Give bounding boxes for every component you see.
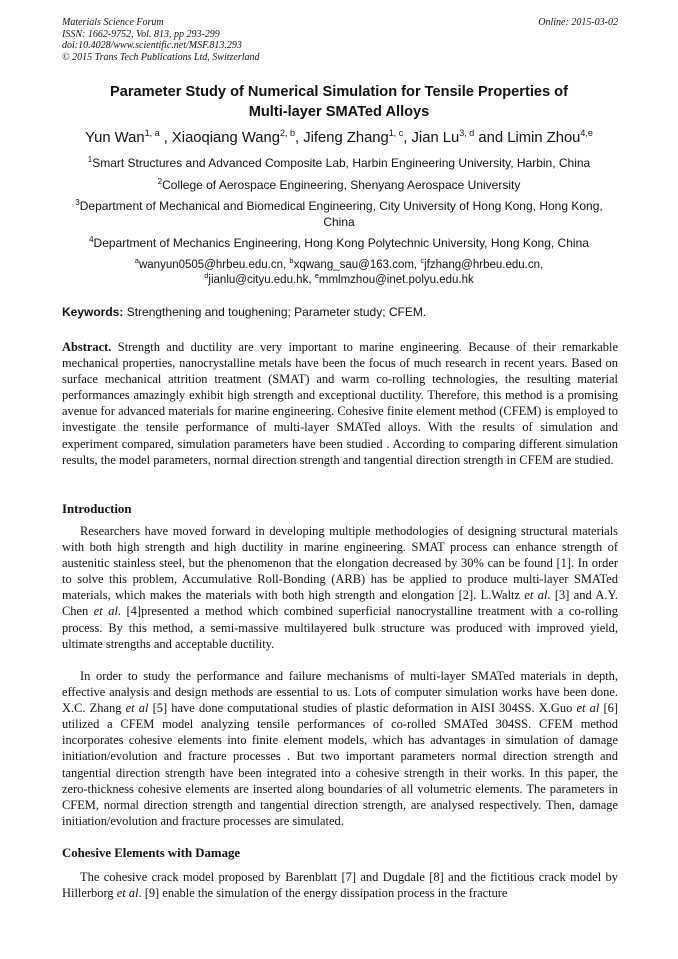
affiliation-4 <box>62 235 616 251</box>
paragraph-text: Researchers have moved forward in developing multiple methodologies of designing structural materials with both high strength and high ductility in marine engineering. SMAT process can enhance strength of austenitic stainless steel, but the phenomenon that the elongation decreased by 30% can be found [1]. In order to solve this problem, Accumulative Roll-Bonding (ARB) has be applied to produce multi-layer SMATed materials, which makes the materials with both high strength and elongation [2]. L.Waltz <box>62 524 618 603</box>
paragraph-italic: et al <box>125 701 149 716</box>
paragraph-text: . [3] and A.Y. Chen <box>62 588 618 619</box>
paragraph-text: . [4]presented a method which combined superficial nanocrystalline treatment with a co-rolling process. By this method, a semi-massive multilayered bulk structure was produced with improved yield, ultimate strengths and acceptable ductility. <box>62 604 618 651</box>
paragraph-text: [6] utilized a CFEM model analyzing tensile performances of co-rolled SMATed 304SS. CFEM method incorporates cohesive elements into finite element models, which has advantages in simulation of damage initiation/evolution and fracture processes . But two important parameters normal direction strength and tangential direction strength have been integrated into a cohesive strength in their works. In this paper, the zero-thickness cohesive elements are inserted along boundaries of all volumetric elements. The parameters in CFEM, normal direction strength and tangential direction strength, are analysed respectively. Then, damage initiation/evolution and fracture processes are simulated. <box>62 701 618 828</box>
author-list: Yun Wan$^{1, a}$ , Xiaoqiang Wang$^{2, b}$, Jifeng Zhang$^{1, c}$, Jian Lu$^{3, d}$ and Limin Zhou$^{4,e}$ <box>85 128 593 146</box>
affiliation-num: 3 <box>75 198 80 207</box>
section-heading-introduction: Introduction <box>62 502 132 516</box>
affiliation-3 <box>62 198 616 230</box>
affiliation-2 <box>62 177 616 193</box>
email-address: jianlu@cityu.edu.hk, <box>208 274 312 286</box>
paragraph-italic: et al <box>93 604 118 619</box>
paragraph-italic: et al <box>576 701 600 716</box>
affiliation-num: 1 <box>87 155 93 164</box>
issn-line: ISSN: 1662-9752, Vol. 813, pp 293-299 <box>62 28 220 40</box>
author-and: and <box>478 130 504 146</box>
author-name: Xiaoqiang Wang <box>171 130 280 146</box>
cohesive-paragraph-1 <box>62 869 618 901</box>
author-name: Yun Wan <box>85 130 145 146</box>
paragraph-text: . [9] enable the simulation of the energy dissipation process in the fracture <box>138 886 508 901</box>
keywords-label: Keywords: <box>62 305 124 319</box>
doi-line: doi:10.4028/www.scientific.net/MSF.813.293 <box>62 40 242 51</box>
affiliation-text: Department of Mechanics Engineering, Hong Kong Polytechnic University, Hong Kong, China <box>93 236 589 250</box>
email-address: xqwang_sau@163.com, <box>293 259 418 271</box>
email-address: mmlmzhou@inet.polyu.edu.hk <box>318 274 474 286</box>
title-line-1: Parameter Study of Numerical Simulation for Tensile Properties of <box>110 84 568 100</box>
paragraph-italic: et al <box>524 588 548 603</box>
affiliation-text: College of Aerospace Engineering, Shenyang Aerospace University <box>162 178 521 192</box>
affiliation-1 <box>62 155 616 171</box>
author-sup: 1, c <box>388 128 404 138</box>
paragraph-text: [5] have done computational studies of plastic deformation in AISI 304SS. X.Guo <box>148 701 577 716</box>
author-name: Jifeng Zhang <box>303 130 389 146</box>
intro-paragraph-2 <box>62 668 618 829</box>
section-heading-cohesive: Cohesive Elements with Damage <box>62 846 241 860</box>
intro-paragraph-1 <box>62 523 618 652</box>
journal-name: Materials Science Forum <box>62 17 164 28</box>
email-sup: c <box>420 256 425 265</box>
abstract <box>62 339 618 468</box>
title-line-2: Multi-layer SMATed Alloys <box>248 104 430 120</box>
affiliation-text: Department of Mechanical and Biomedical Engineering, City University of Hong Kong, Hong Kong, China <box>79 199 603 229</box>
keywords-text: Strengthening and toughening; Parameter study; CFEM. <box>126 305 427 319</box>
email-address: jfzhang@hrbeu.edu.cn, <box>424 259 544 271</box>
email-address: wanyun0505@hrbeu.edu.cn, <box>138 259 287 271</box>
author-name: Limin Zhou <box>507 130 581 146</box>
journal-header <box>62 17 618 63</box>
affiliation-text: Smart Structures and Advanced Composite Lab, Harbin Engineering University, Harbin, China <box>92 156 591 170</box>
email-sup: b <box>289 256 294 265</box>
paragraph-italic: et al <box>116 886 139 901</box>
author-sup: 3, d <box>459 128 475 138</box>
abstract-text: Strength and ductility are very important to marine engineering. Because of their remarkable mechanical properties, nanocrystalline metals have been the focus of much research in recent years. Based on surface mechanical attrition treatment (SMAT) and warm co-rolling technologies, the resulting material performances amazingly exhibit high strength and exceptional ductility. Therefore, this method is a promising avenue for advanced materials for marine engineering. Cohesive finite element method (CFEM) is employed to investigate the tensile performance of multi-layer SMATed alloys. With the results of simulation and experiment compared, simulation parameters have been studied . According to comparing different simulation results, the model parameters, normal direction strength and tangential direction strength in CFEM are studied. <box>62 340 618 467</box>
paragraph-text: In order to study the performance and failure mechanisms of multi-layer SMATed materials in depth, effective analysis and design methods are essential to us. Lots of computer simulation works have been done. X.C. Zhang <box>62 669 618 716</box>
affiliation-num: 2 <box>157 177 163 186</box>
email-sup: a <box>134 256 139 265</box>
keywords <box>62 304 618 320</box>
email-sup: d <box>204 271 209 280</box>
affiliation-num: 4 <box>89 235 94 244</box>
paper-title <box>62 82 616 122</box>
online-date: Online: 2015-03-02 <box>538 17 618 28</box>
copyright-line: © 2015 Trans Tech Publications Ltd, Switzerland <box>62 51 260 63</box>
email-list <box>62 258 616 288</box>
paragraph-text: The cohesive crack model proposed by Barenblatt [7] and Dugdale [8] and the fictitious crack model by Hillerborg <box>62 870 618 901</box>
author-name: Jian Lu <box>411 130 460 146</box>
author-sup: 4,e <box>580 128 593 138</box>
author-sup: 1, a <box>144 128 160 138</box>
abstract-label: Abstract. <box>62 340 112 354</box>
email-sup: e <box>314 271 319 280</box>
author-sup: 2, b <box>279 128 295 138</box>
